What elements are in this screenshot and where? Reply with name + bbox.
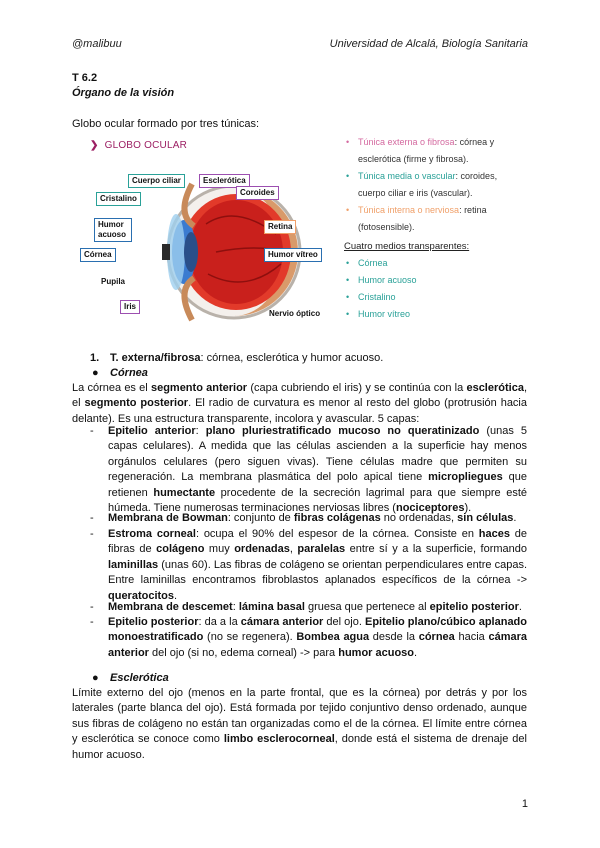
t: lámina basal bbox=[238, 601, 305, 613]
tunica-media: • Túnica media o vascular: coroides, cuerpo ciliar e iris (vascular). bbox=[346, 171, 498, 198]
intro-text: Globo ocular formado por tres túnicas: bbox=[72, 118, 260, 130]
t: epitelio posterior bbox=[429, 601, 519, 613]
cornea-layer-5 bbox=[90, 615, 527, 661]
t: esclerótica bbox=[466, 382, 524, 394]
medio-humor-acuoso: Humor acuoso bbox=[358, 275, 417, 285]
dash-icon: - bbox=[90, 601, 94, 613]
t: , bbox=[289, 543, 298, 556]
bullet-icon: ● bbox=[92, 672, 99, 684]
t: . bbox=[513, 512, 517, 524]
section-1-bold: T. externa/fibrosa bbox=[110, 352, 201, 364]
label-cornea: Córnea bbox=[80, 248, 116, 262]
page-number: 1 bbox=[521, 798, 528, 810]
medio-item: • Córnea bbox=[346, 258, 388, 268]
esclerotica-heading-text: Esclerótica bbox=[110, 672, 169, 684]
label-cuerpo-ciliar: Cuerpo ciliar bbox=[128, 174, 185, 188]
cornea-layer-2 bbox=[90, 511, 527, 526]
medio-item: • Humor acuoso bbox=[346, 275, 417, 285]
medio-item: • Cristalino bbox=[346, 292, 396, 302]
section-1-rest: : córnea, esclerótica y humor acuoso. bbox=[200, 352, 384, 364]
t: : bbox=[232, 601, 239, 613]
eye-figure bbox=[76, 134, 531, 334]
t: haces bbox=[478, 528, 510, 540]
t: , donde está el sistema de drenaje del humor acuoso. bbox=[72, 733, 527, 761]
t: procedente de la secreción lagrimal para que siempre esté húmeda. Tiene numerosas terminaciones nerviosas libres ( bbox=[108, 486, 528, 515]
esclerotica-text bbox=[72, 686, 527, 763]
t: cámara anterior bbox=[108, 631, 527, 659]
tunica-interna-desc1: : retina bbox=[459, 205, 487, 215]
t: micropliegues bbox=[428, 471, 503, 484]
tunica-media-desc2: cuerpo ciliar e iris (vascular). bbox=[358, 188, 473, 198]
t: Epitelio posterior bbox=[108, 616, 199, 628]
t: (unas 5 capas celulares). A medida que las células ascienden a la superficie hay menos orgánulos celulares (pero siguen vivas). Tiene células madre que permiten su regeneración. La membrana plasmática del polo apical tiene bbox=[108, 425, 527, 484]
t: . bbox=[518, 601, 522, 613]
t: : ocupa el 90% del espesor de la córnea. Consiste en bbox=[195, 528, 479, 540]
tunica-interna-name: Túnica interna o nerviosa bbox=[358, 205, 460, 215]
tunica-interna: • Túnica interna o nerviosa: retina (fotosensible). bbox=[346, 205, 487, 232]
t: ordenadas bbox=[234, 543, 290, 556]
chevron-right-icon: ❯ bbox=[90, 140, 99, 151]
t: La córnea es el bbox=[72, 382, 151, 394]
t: (no se regenera). bbox=[203, 631, 297, 644]
cornea-intro bbox=[72, 381, 527, 427]
dash-icon: - bbox=[90, 425, 94, 437]
header-university: Universidad de Alcalá, Biología Sanitaria bbox=[329, 38, 528, 50]
t: que retienen bbox=[108, 471, 527, 499]
header-author: @malibuu bbox=[72, 38, 122, 50]
t: : da a la bbox=[198, 616, 241, 628]
t: colágeno bbox=[156, 543, 205, 556]
t: nociceptores bbox=[395, 502, 465, 515]
bullet-icon: ● bbox=[92, 367, 99, 380]
dash-icon: - bbox=[90, 616, 94, 628]
t: laminillas bbox=[108, 558, 159, 571]
t: Epitelio anterior bbox=[108, 425, 196, 437]
t: Epitelio plano/cúbico aplanado monoestratificado bbox=[108, 616, 527, 644]
dash-icon: - bbox=[90, 512, 94, 524]
esclerotica-heading bbox=[72, 671, 527, 686]
tunica-externa-name: Túnica externa o fibrosa bbox=[358, 137, 455, 147]
t: humectante bbox=[153, 486, 216, 499]
section-1-heading bbox=[72, 351, 527, 366]
tunica-media-name: Túnica media o vascular bbox=[358, 171, 456, 181]
t: muy bbox=[204, 543, 235, 556]
t: Membrana de descemet bbox=[108, 601, 233, 613]
label-nervio-optico: Nervio óptico bbox=[269, 309, 321, 318]
t: : conjunto de bbox=[227, 512, 294, 524]
cornea-heading bbox=[72, 366, 527, 381]
medio-humor-vitreo: Humor vítreo bbox=[358, 309, 411, 319]
cornea-layer-1 bbox=[90, 424, 527, 516]
label-esclerotica: Esclerótica bbox=[199, 174, 250, 188]
t: cámara anterior bbox=[240, 616, 324, 628]
t: de fibras de bbox=[108, 528, 527, 556]
t: limbo esclerocorneal bbox=[223, 733, 335, 746]
t: del ojo. bbox=[323, 616, 365, 628]
t: gruesa que pertenece al bbox=[304, 601, 430, 613]
t: Membrana de Bowman bbox=[108, 512, 228, 524]
tunica-externa: • Túnica externa o fibrosa: córnea y esclerótica (firme y fibrosa). bbox=[346, 137, 495, 164]
tunica-externa-desc1: : córnea y bbox=[454, 137, 495, 147]
medio-cristalino: Cristalino bbox=[358, 292, 396, 302]
medios-heading: Cuatro medios transparentes: bbox=[344, 241, 470, 252]
medio-item: • Humor vítreo bbox=[346, 309, 411, 319]
t: (unas 60). Las fibras de colágeno se orientan perpendiculares entre capas. Entre laminillas encontramos fibroblastos aplanados específicos de la córnea -> bbox=[108, 558, 527, 587]
t: sin células bbox=[457, 512, 514, 524]
tunica-media-desc1: : coroides, bbox=[455, 171, 498, 181]
tunicas-list bbox=[344, 134, 534, 323]
label-iris: Iris bbox=[120, 300, 140, 314]
label-humor-vitreo: Humor vítreo bbox=[264, 248, 322, 262]
t: . El radio de curvatura es menor al resto del globo (protrusión hacia delante). Es una estructura transparente, incolora y avascular. 5 capas: bbox=[72, 397, 527, 425]
cornea-layer-4 bbox=[90, 600, 527, 615]
t: . bbox=[174, 589, 178, 602]
t: : bbox=[195, 425, 206, 437]
label-humor-acuoso: Humor acuoso bbox=[94, 218, 132, 242]
label-coroides: Coroides bbox=[236, 186, 279, 200]
t: entre sí y a la superficie, formando bbox=[345, 543, 527, 556]
label-cristalino: Cristalino bbox=[96, 192, 141, 206]
page-subtitle: Órgano de la visión bbox=[72, 87, 175, 99]
t: del ojo (si no, edema corneal) -> para bbox=[148, 646, 339, 659]
t: queratocitos bbox=[108, 589, 175, 602]
t: hacia bbox=[454, 631, 489, 644]
section-1 bbox=[72, 351, 527, 382]
t: córnea bbox=[418, 631, 455, 644]
t: . bbox=[414, 646, 418, 659]
t: segmento posterior bbox=[84, 397, 189, 410]
t: no ordenadas, bbox=[380, 512, 458, 524]
medio-cornea: Córnea bbox=[358, 258, 388, 268]
page-title: T 6.2 bbox=[72, 72, 98, 84]
t: paralelas bbox=[297, 543, 346, 556]
figure-heading bbox=[90, 140, 187, 151]
t: plano pluriestratificado mucoso no queratinizado bbox=[205, 425, 480, 437]
t: Bombea agua bbox=[296, 631, 370, 644]
dash-icon: - bbox=[90, 528, 94, 540]
figure-heading-text: GLOBO OCULAR bbox=[104, 140, 188, 151]
t: Límite externo del ojo (menos en la parte frontal, que es la córnea) por detrás y por los laterales (parte blanca del ojo). Está formada por tejido conjuntivo denso ordenado, aunque sus fibras de colágeno no están tan organizadas como el de la córnea. El límite entre córnea y esclerótica se conoce como bbox=[72, 687, 527, 746]
tunica-externa-desc2: esclerótica (firme y fibrosa). bbox=[358, 154, 469, 164]
t: fibras colágenas bbox=[293, 512, 381, 524]
label-retina: Retina bbox=[264, 220, 296, 234]
t: (capa cubriendo el iris) y se continúa con la bbox=[247, 382, 467, 394]
cornea-heading-text: Córnea bbox=[110, 367, 148, 380]
t: desde la bbox=[369, 631, 419, 644]
t: ). bbox=[464, 502, 472, 515]
section-1-number: 1. bbox=[90, 352, 100, 364]
t: humor acuoso bbox=[338, 646, 415, 659]
t: segmento anterior bbox=[150, 382, 248, 394]
cornea-layer-3 bbox=[90, 527, 527, 604]
t: Estroma corneal bbox=[108, 528, 196, 540]
t: , el bbox=[72, 382, 527, 410]
tunica-interna-desc2: (fotosensible). bbox=[358, 222, 415, 232]
label-pupila: Pupila bbox=[101, 277, 126, 286]
